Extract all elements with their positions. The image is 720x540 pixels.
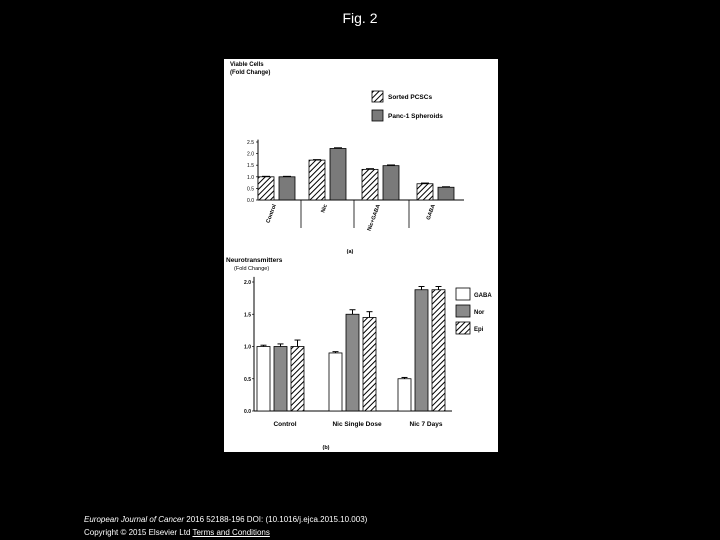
chart-a-bar xyxy=(383,166,399,200)
chart-b-legend-swatch xyxy=(456,305,470,317)
chart-b-bar xyxy=(415,290,428,411)
chart-b-bar xyxy=(257,347,270,412)
chart-a-ylabel-line2: (Fold Change) xyxy=(230,70,271,76)
copyright-text: Copyright © 2015 Elsevier Ltd xyxy=(84,528,193,537)
journal-name: European Journal of Cancer xyxy=(84,515,185,524)
chart-b-bar xyxy=(432,290,445,411)
chart-b-bar xyxy=(329,353,342,411)
chart-a-legend-swatch xyxy=(372,91,383,102)
chart-a-legend-label: Sorted PCSCs xyxy=(388,94,433,101)
chart-b-bar xyxy=(346,314,359,411)
chart-a-bar xyxy=(279,177,295,200)
chart-b-legend-label: GABA xyxy=(474,293,492,299)
chart-b-ytick-label: 0.5 xyxy=(244,376,251,383)
chart-b-legend-swatch xyxy=(456,322,470,334)
chart-b-ytick-label: 1.0 xyxy=(244,344,251,351)
chart-b-category-label: Nic 7 Days xyxy=(409,421,443,428)
chart-b-ytick-label: 0.0 xyxy=(244,409,251,415)
chart-a-bar xyxy=(258,177,274,200)
figure-chart xyxy=(224,59,498,452)
chart-a-ytick-label: 0.5 xyxy=(247,186,254,193)
chart-a-bar xyxy=(362,169,378,200)
citation-text: 2016 52188-196 DOI: (10.1016/j.ejca.2015.10.003) xyxy=(184,515,368,524)
chart-a-ytick-label: 1.5 xyxy=(247,163,254,170)
chart-b-bar xyxy=(398,379,411,411)
chart-a-bar xyxy=(417,184,433,200)
chart-a-panel-label: (a) xyxy=(346,249,354,255)
chart-a-category-label: Nic+GABA xyxy=(366,203,382,232)
chart-a-ytick-label: 1.0 xyxy=(247,174,254,181)
chart-a-ylabel-line1: Viable Cells xyxy=(230,62,264,68)
page-title: Fig. 2 xyxy=(342,10,378,26)
chart-b-category-label: Nic Single Dose xyxy=(332,421,382,428)
figure-panel xyxy=(224,59,498,452)
chart-b-bar xyxy=(291,347,304,412)
terms-link[interactable]: Terms and Conditions xyxy=(192,528,270,537)
chart-b-panel-label: (b) xyxy=(322,445,330,451)
citation-line xyxy=(84,515,367,524)
chart-b-ylabel-line1: Neurotransmitters xyxy=(226,257,283,264)
chart-b-category-label: Control xyxy=(273,421,297,428)
chart-b-legend-label: Nor xyxy=(474,310,485,316)
chart-a-legend-label: Panc-1 Spheroids xyxy=(388,113,443,120)
chart-a-ytick-label: 0.0 xyxy=(247,198,254,204)
chart-a-bar xyxy=(309,160,325,200)
chart-a-category-label: Control xyxy=(265,203,278,225)
chart-b-ytick-label: 1.5 xyxy=(244,312,251,319)
chart-a-legend-swatch xyxy=(372,110,383,121)
chart-a-category-label: Nic xyxy=(320,203,329,214)
chart-b-bar xyxy=(274,347,287,412)
chart-a-bar xyxy=(330,148,346,200)
chart-b-legend-swatch xyxy=(456,288,470,300)
chart-a-bar xyxy=(438,187,454,200)
chart-a-ytick-label: 2.0 xyxy=(247,151,254,158)
chart-a-category-label: GABA xyxy=(425,203,437,221)
chart-b-legend-label: Epi xyxy=(474,327,484,333)
chart-b-ylabel-line2: (Fold Change) xyxy=(234,266,270,272)
chart-a-ytick-label: 2.5 xyxy=(247,140,254,146)
chart-b-ytick-label: 2.0 xyxy=(244,280,251,286)
chart-b-bar xyxy=(363,317,376,411)
copyright-line xyxy=(84,528,270,537)
